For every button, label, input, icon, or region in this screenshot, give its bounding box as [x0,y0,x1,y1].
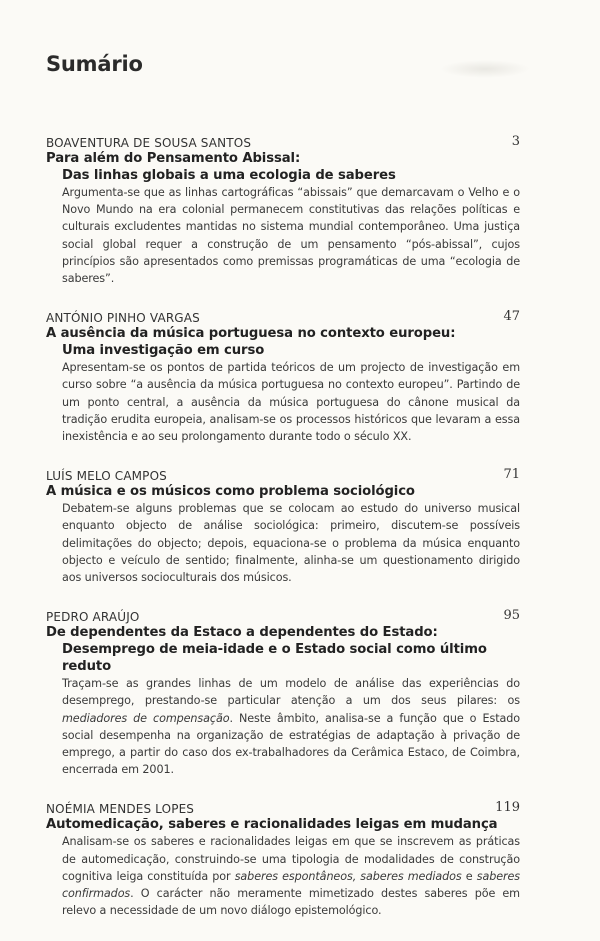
page-title: Sumário [46,52,143,76]
paper-smudge [440,60,530,78]
abstract-text: Traçam-se as grandes linhas de um modelo de análise das experiências do desemprego, prestando-se particular atenção a um dos seus pilares: os [62,677,520,708]
contents-list [46,134,520,941]
abstract-text: Debatem-se alguns problemas que se colocam ao estudo do universo musical enquanto objecto de análise sociológica: primeiro, discutem-se possíveis delimitações do objecto; depois, equaciona-se o problema da música enquanto objecto e veículo de sentido; finalmente, alinha-se um questionamento dirigido aos universos socioculturais dos músicos. [62,502,520,585]
entry-header [46,608,520,624]
entry-page-number[interactable]: 119 [495,800,520,816]
entry-abstract [46,359,520,445]
abstract-emphasis: saberes espontâneos, saberes mediados [234,869,462,883]
entry-subtitle[interactable]: Uma investigação em curso [62,343,265,359]
abstract-text: Apresentam-se os pontos de partida teóricos de um projecto de investigação em curso sobre “a ausência da música portuguesa no contexto europeu”. Partindo de um ponto central, a ausência da música portuguesa do cânone musical da tradição erudita europeia, analisam-se os processos históricos que levaram a essa inexistência e ao seu prolongamento durante todo o século XX. [62,361,520,444]
entry-title[interactable]: A ausência da música portuguesa no contexto europeu: [46,326,456,342]
entry-header [46,800,520,816]
entry-title[interactable]: A música e os músicos como problema sociológico [46,484,415,500]
entry-title[interactable]: Para além do Pensamento Abissal: [46,151,301,166]
entry-title[interactable]: De dependentes da Estaco a dependentes do Estado: [46,625,438,641]
entry-page-number[interactable]: 71 [503,467,520,483]
entry-page-number[interactable]: 3 [511,134,520,149]
entry-author: ANTÓNIO PINHO VARGAS [46,311,200,326]
contents-entry [46,309,520,445]
entry-page-number[interactable]: 47 [503,309,520,325]
entry-author: PEDRO ARAÚJO [46,610,140,625]
entry-author: LUÍS MELO CAMPOS [46,469,167,484]
abstract-text: e [461,869,477,883]
entry-abstract [46,833,520,919]
entry-header [46,134,520,150]
contents-entry [46,800,520,919]
entry-title[interactable]: Automedicação, saberes e racionalidades leigas em mudança [46,817,498,833]
entry-abstract [46,675,520,778]
entry-header [46,309,520,325]
contents-entry [46,467,520,586]
contents-entry [46,134,520,287]
abstract-emphasis: mediadores de compensação [62,711,230,725]
abstract-emphasis: saberes confirmados [62,869,520,901]
entry-author: BOAVENTURA DE SOUSA SANTOS [46,136,252,150]
entry-subtitle[interactable]: Desemprego de meia-idade e o Estado social como último reduto [62,642,487,675]
abstract-text: Argumenta-se que as linhas cartográficas “abissais” que demarcavam o Velho e o Novo Mundo na era colonial permanecem constitutivas das relações políticas e culturais excludentes mantidas no sistema mundial contemporâneo. Uma justiça social global requer a construção de um pensamento “pós-abissal”, cujos princípios são apresentados como premissas programáticas de uma “ecologia de saberes”. [62,186,520,286]
entry-subtitle[interactable]: Das linhas globais a uma ecologia de saberes [62,168,396,183]
entry-header [46,467,520,483]
abstract-text: . O carácter não meramente mimetizado destes saberes põe em relevo a necessidade de um novo diálogo epistemológico. [62,887,520,918]
entry-page-number[interactable]: 95 [503,608,520,624]
abstract-text: Analisam-se os saberes e racionalidades leigas em que se inscrevem as práticas de automedicação, construindo-se uma tipologia de modalidades de construção cognitiva leiga constituída por [62,835,520,883]
contents-entry [46,608,520,778]
entry-author: NOÉMIA MENDES LOPES [46,802,195,817]
entry-abstract [46,500,520,586]
entry-abstract [46,184,520,287]
abstract-text: . Neste âmbito, analisa-se a função que o Estado social desempenha na organização de estratégias de adaptação à privação de emprego, a partir do caso dos ex-trabalhadores da Cerâmica Estaco, de Coimbra, encerrada em 2001. [62,711,520,777]
